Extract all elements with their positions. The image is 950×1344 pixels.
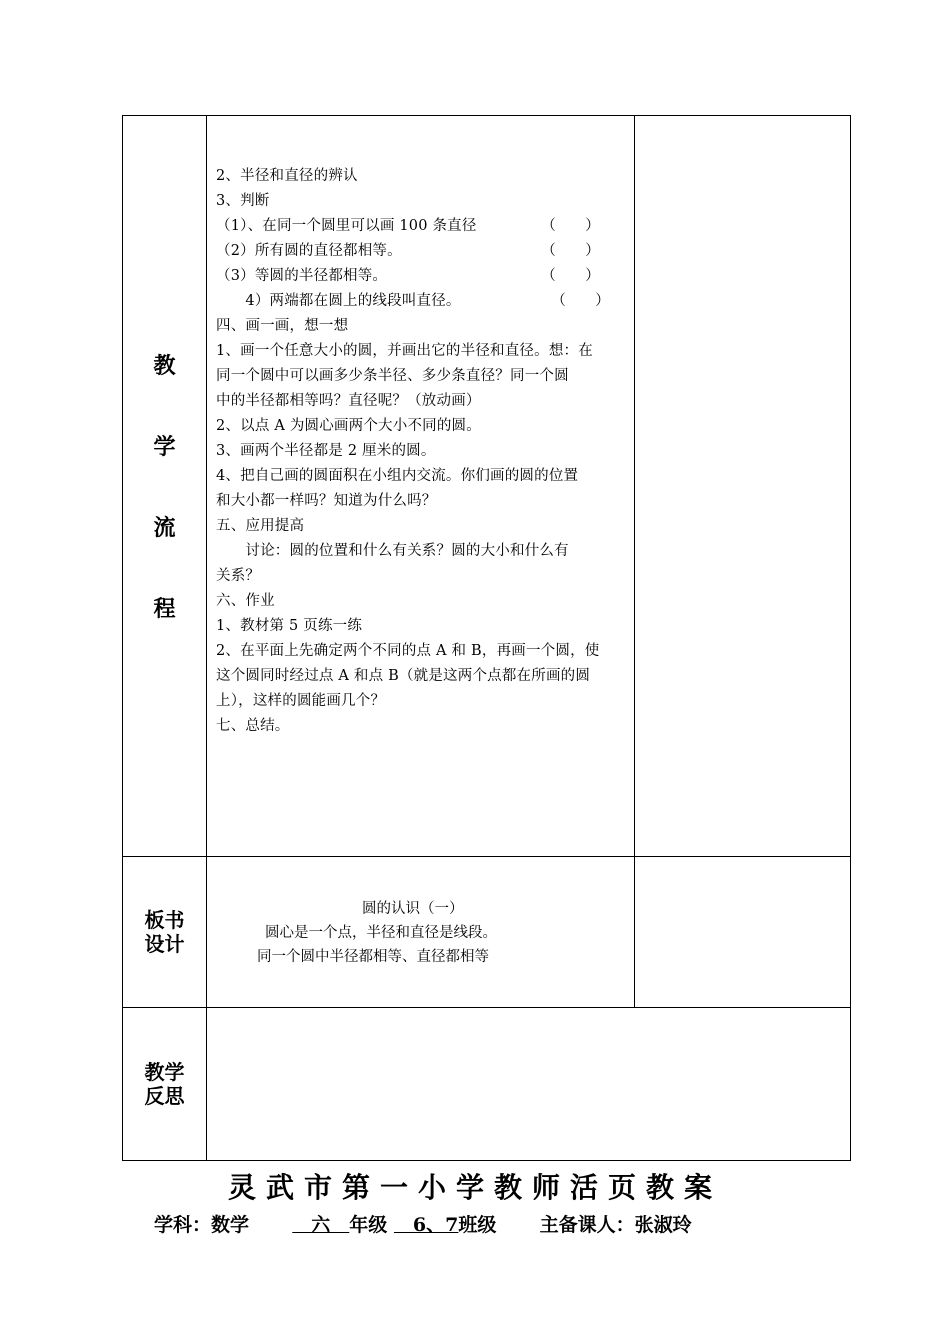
board-line: 同一个圆中半径都相等、直径都相等 <box>257 949 489 965</box>
teaching-process-row <box>123 116 851 857</box>
grade-label: 年级 <box>349 1214 388 1236</box>
teaching-process-content <box>207 116 635 857</box>
process-line: 四、画一画，想一想 <box>216 318 349 334</box>
process-line: 1、教材第 5 页练一练 <box>216 618 363 634</box>
teaching-reflection-label <box>123 1008 206 1160</box>
label-char: 程 <box>153 597 176 622</box>
process-line: 3、画两个半径都是 2 厘米的圆。 <box>216 443 436 459</box>
label-line: 教学 <box>144 1060 185 1084</box>
process-line: 4、把自己画的圆面积在小组内交流。你们画的圆的位置 <box>216 468 579 484</box>
board-design-content <box>207 857 635 1008</box>
judge-item <box>216 214 628 239</box>
teaching-process-label <box>123 116 206 856</box>
teaching-reflection-row <box>123 1008 851 1161</box>
grade-value: 六 <box>292 1214 350 1236</box>
course-info <box>154 1210 692 1237</box>
class-label: 班级 <box>458 1214 497 1236</box>
lesson-plan-table <box>122 115 851 1161</box>
label-char: 教 <box>153 354 176 379</box>
board-design-label-cell <box>123 857 207 1008</box>
process-line: 中的半径都相等吗？直径呢？（放动画） <box>216 393 481 409</box>
judge-text: 4）两端都在圆上的线段叫直径。 <box>216 293 461 309</box>
label-char: 流 <box>153 516 176 541</box>
process-line: 2、半径和直径的辨认 <box>216 168 358 184</box>
label-line: 设计 <box>144 932 185 956</box>
subject-label: 学科：数学 <box>154 1214 250 1236</box>
process-line: 3、判断 <box>216 193 270 209</box>
teaching-process-notes-cell <box>635 116 851 857</box>
teaching-process-label-cell <box>123 116 207 857</box>
judge-text: （1）、在同一个圆里可以画 100 条直径 <box>216 218 477 234</box>
answer-bracket: （ ） <box>541 243 600 259</box>
label-char: 学 <box>153 435 176 460</box>
page-title: 灵武市第一小学教师活页教案 <box>227 1171 722 1204</box>
answer-bracket: （ ） <box>541 268 600 284</box>
process-line: 上），这样的圆能画几个？ <box>216 693 386 709</box>
process-line: 和大小都一样吗？知道为什么吗？ <box>216 493 437 509</box>
judge-item <box>216 289 628 314</box>
board-design-notes-cell <box>635 857 851 1008</box>
board-design-label <box>123 857 206 1007</box>
process-line: 1、画一个任意大小的圆，并画出它的半径和直径。想：在 <box>216 343 593 359</box>
process-line: 关系？ <box>216 568 261 584</box>
answer-bracket: （ ） <box>551 293 610 309</box>
label-line: 反思 <box>144 1084 185 1108</box>
process-line: 2、以点 A 为圆心画两个大小不同的圆。 <box>216 418 481 434</box>
process-line: 六、作业 <box>216 593 275 609</box>
judge-text: （3）等圆的半径都相等。 <box>216 268 388 284</box>
process-line: 讨论：圆的位置和什么有关系？圆的大小和什么有 <box>216 543 569 559</box>
judge-item <box>216 264 628 289</box>
process-line: 五、应用提高 <box>216 518 305 534</box>
process-line: 2、在平面上先确定两个不同的点 A 和 B，再画一个圆，使 <box>216 643 600 659</box>
board-design-row <box>123 857 851 1008</box>
judge-text: （2）所有圆的直径都相等。 <box>216 243 402 259</box>
board-line: 圆心是一个点，半径和直径是线段。 <box>265 925 497 941</box>
teaching-reflection-content <box>207 1008 851 1161</box>
answer-bracket: （ ） <box>541 218 600 234</box>
teaching-reflection-label-cell <box>123 1008 207 1161</box>
process-line: 这个圆同时经过点 A 和点 B（就是这两个点都在所画的圆 <box>216 668 591 684</box>
class-value: 6、7 <box>393 1214 459 1236</box>
process-line: 同一个圆中可以画多少条半径、多少条直径？同一个圆 <box>216 368 569 384</box>
board-title: 圆的认识（一） <box>362 901 464 917</box>
judge-item <box>216 239 628 264</box>
process-line: 七、总结。 <box>216 718 290 734</box>
preparer: 主备课人：张淑玲 <box>539 1214 692 1236</box>
label-line: 板书 <box>144 908 185 932</box>
